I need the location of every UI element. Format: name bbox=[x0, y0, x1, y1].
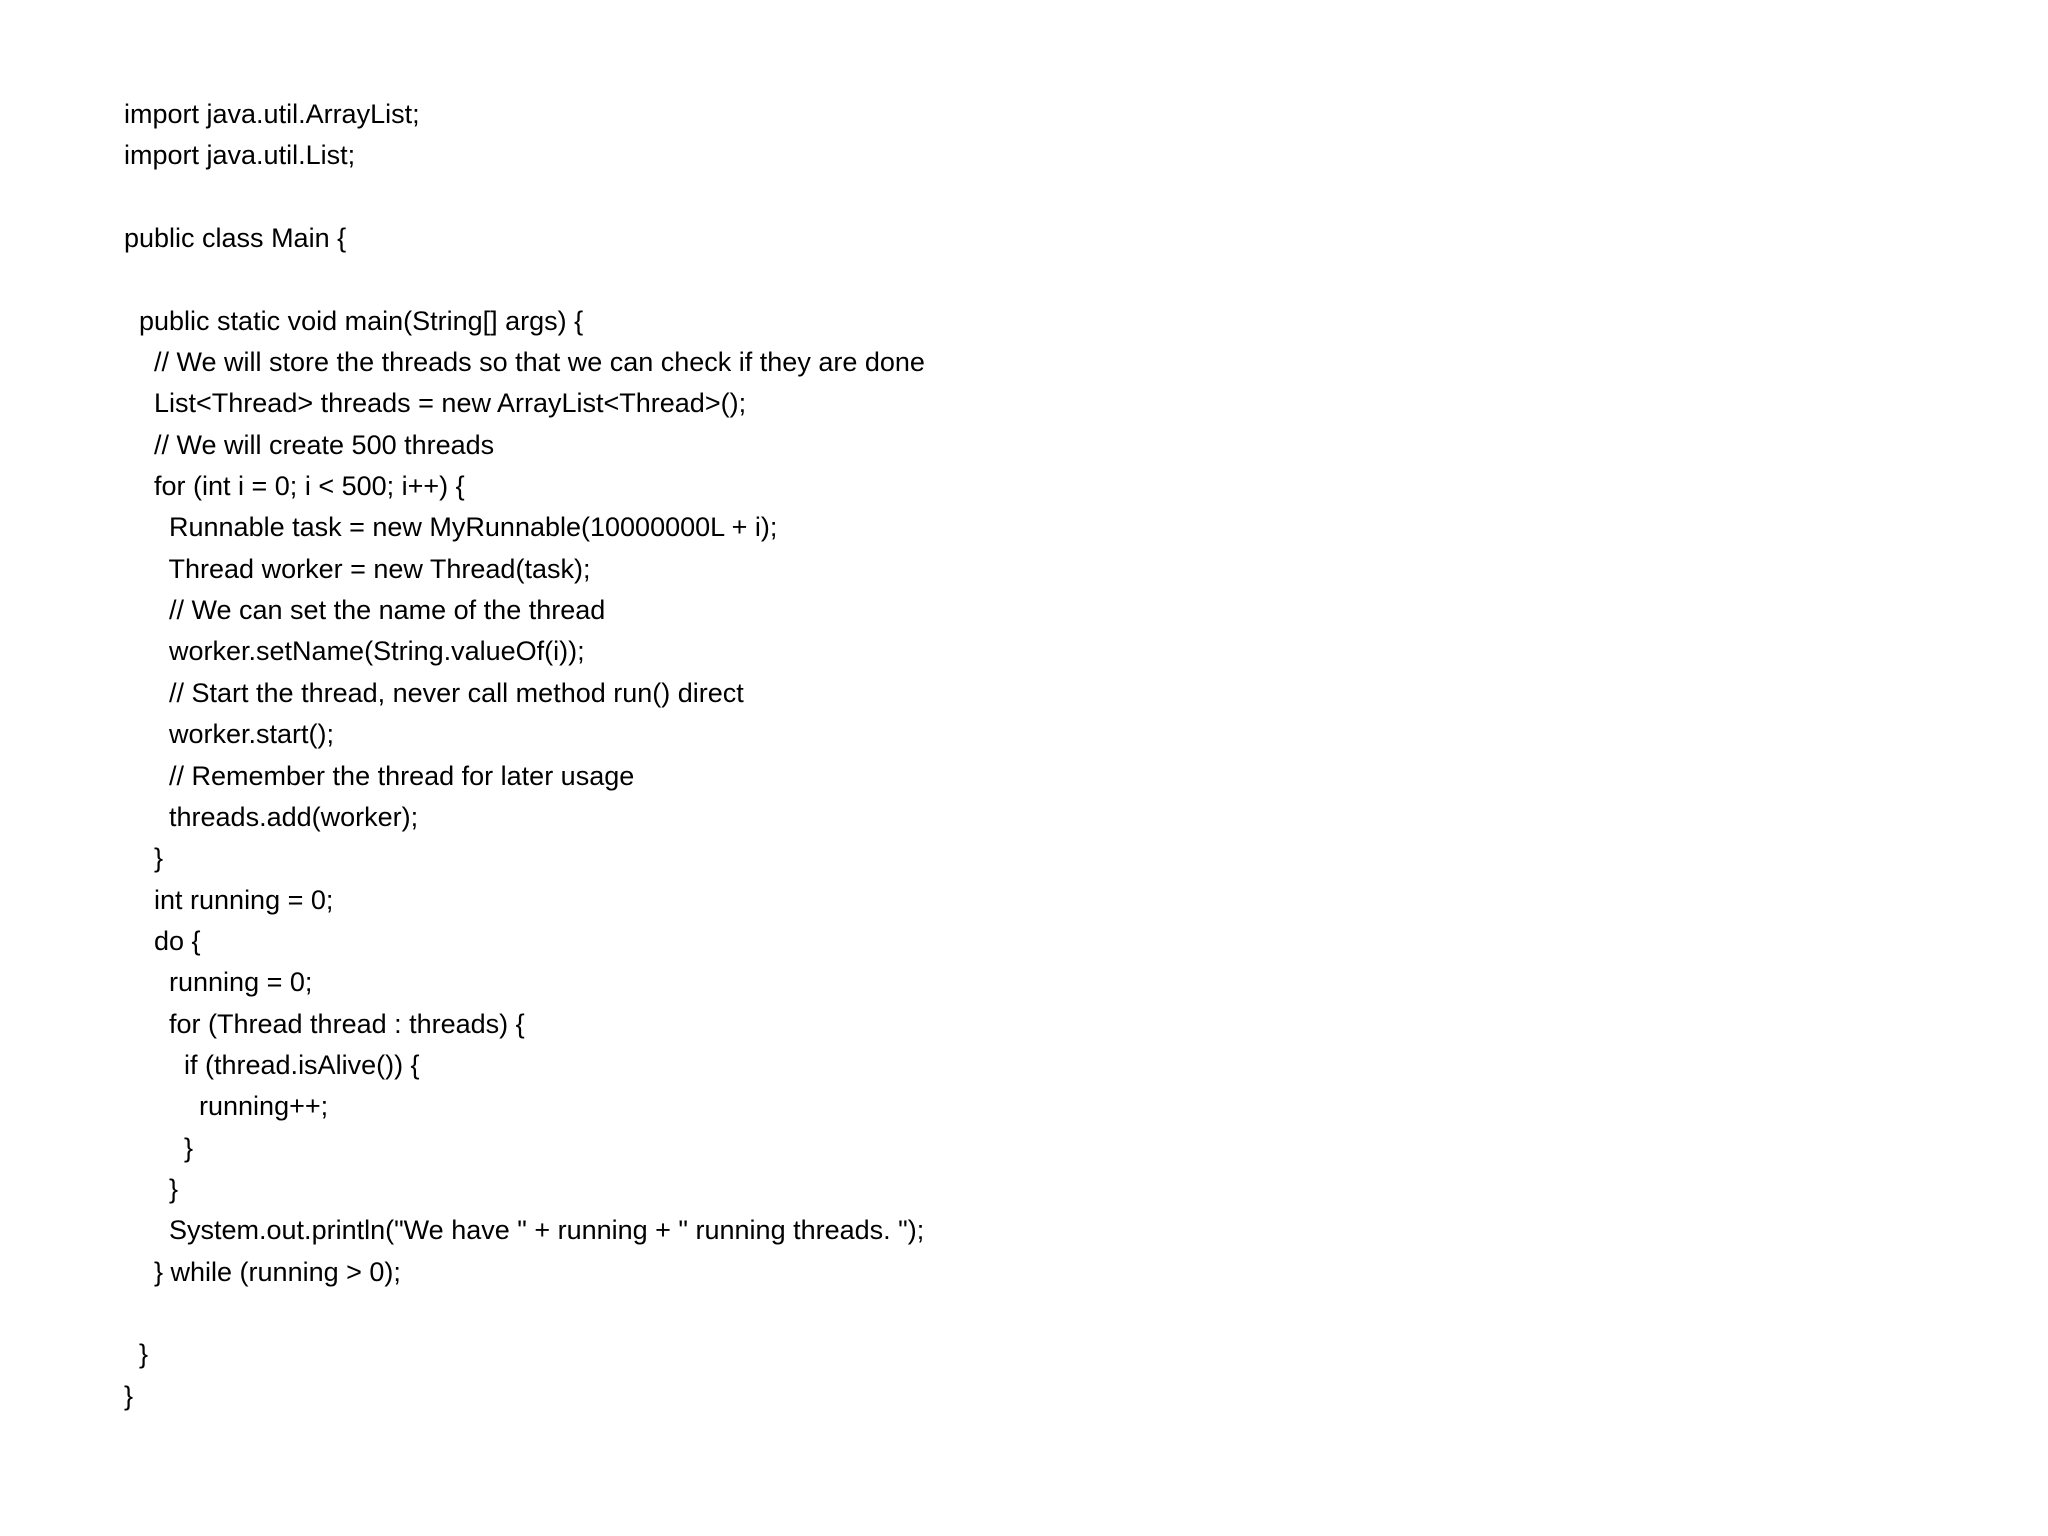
code-line bbox=[124, 259, 925, 300]
code-line: threads.add(worker); bbox=[124, 801, 419, 832]
code-line: // Start the thread, never call method run() direct bbox=[124, 677, 744, 708]
code-line: import java.util.List; bbox=[124, 140, 356, 171]
code-line: } bbox=[124, 1132, 194, 1163]
code-line: // We can set the name of the thread bbox=[124, 595, 606, 626]
code-line: do { bbox=[124, 925, 201, 956]
code-line: } bbox=[124, 843, 164, 874]
code-line bbox=[124, 1293, 925, 1334]
code-line: for (Thread thread : threads) { bbox=[124, 1008, 525, 1039]
code-line: running++; bbox=[124, 1091, 329, 1122]
code-line: int running = 0; bbox=[124, 884, 334, 915]
code-line: System.out.println("We have " + running + " running threads. "); bbox=[124, 1215, 925, 1246]
code-line: // We will create 500 threads bbox=[124, 429, 495, 460]
code-line: running = 0; bbox=[124, 967, 313, 998]
code-line: if (thread.isAlive()) { bbox=[124, 1049, 420, 1080]
code-line: } bbox=[124, 1173, 179, 1204]
code-line: Thread worker = new Thread(task); bbox=[124, 553, 591, 584]
code-line: // We will store the threads so that we can check if they are done bbox=[124, 347, 925, 378]
code-line: } while (running > 0); bbox=[124, 1256, 401, 1287]
code-line: public class Main { bbox=[124, 223, 347, 254]
code-line: public static void main(String[] args) { bbox=[124, 305, 584, 336]
code-line: } bbox=[124, 1339, 149, 1370]
code-line: worker.start(); bbox=[124, 719, 335, 750]
code-line: Runnable task = new MyRunnable(10000000L + i); bbox=[124, 512, 778, 543]
code-line: for (int i = 0; i < 500; i++) { bbox=[124, 471, 465, 502]
code-line: List<Thread> threads = new ArrayList<Thread>(); bbox=[124, 388, 747, 419]
code-line: import java.util.ArrayList; bbox=[124, 99, 420, 129]
code-listing bbox=[124, 94, 925, 1417]
code-line: // Remember the thread for later usage bbox=[124, 760, 635, 791]
code-line: } bbox=[124, 1380, 134, 1411]
code-line: worker.setName(String.valueOf(i)); bbox=[124, 636, 585, 667]
code-line bbox=[124, 177, 925, 218]
